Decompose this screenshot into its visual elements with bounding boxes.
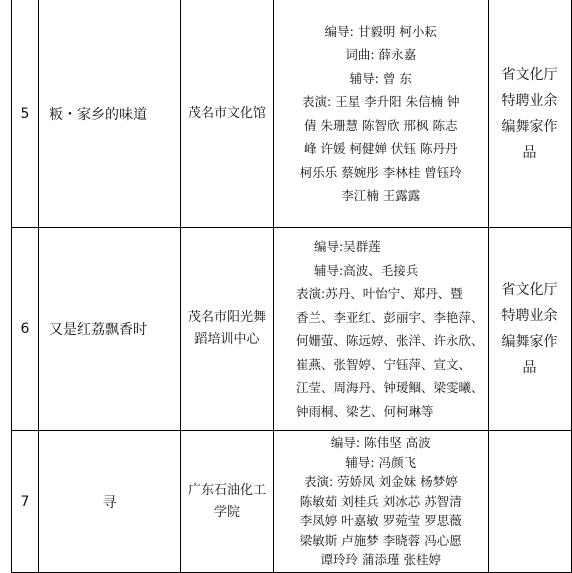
credit-line: 陈敏茹 刘桂兵 刘冰芯 苏智清 — [299, 493, 462, 509]
credit-line: 表演:苏丹、叶怡宁、郑丹、暨 — [296, 286, 463, 301]
credit-line: 编导: 陈伟坚 高波 — [330, 435, 431, 450]
unit-line: 茂名市阳光舞 — [187, 310, 266, 325]
performing-unit — [181, 431, 274, 573]
credit-line: 柯乐乐 蔡婉彤 李林桂 曾钰玲 — [299, 164, 462, 180]
performing-unit — [181, 0, 274, 228]
credit-line: 词曲: 薛永嘉 — [345, 47, 417, 62]
table-row — [12, 0, 572, 228]
row-number: 7 — [12, 431, 39, 573]
unit-line: 广东石油化工 — [187, 482, 266, 498]
table-row — [12, 228, 572, 431]
unit-line: 蹈培训中心 — [194, 332, 260, 347]
program-title: 寻 — [39, 431, 181, 573]
remark-line: 品 — [522, 360, 537, 376]
credit-line: 表演: 王星 李升阳 朱信楠 钟 — [301, 94, 460, 109]
remark-line: 特聘业余 — [501, 92, 558, 109]
unit-line: 茂名市文化馆 — [187, 105, 266, 121]
credit-line: 钟雨桐、梁艺、何柯琳等 — [296, 403, 434, 419]
credit-line: 倩 朱珊慧 陈智欣 邢枫 陈志 — [304, 117, 458, 133]
remark-line: 特聘业余 — [501, 308, 558, 324]
row-number: 5 — [12, 0, 39, 228]
remark-cell — [488, 0, 571, 228]
credit-line: 编导:吴群莲 — [314, 239, 381, 254]
credit-line: 峰 许媛 柯健婵 伏钰 陈丹丹 — [304, 141, 458, 156]
credit-line: 香兰、李亚红、彭丽宇、李艳萍、 — [296, 309, 484, 325]
remark-line: 省文化厅 — [501, 282, 558, 298]
remark-line: 编舞家作 — [501, 334, 558, 350]
credits-cell — [274, 228, 489, 431]
credits-cell — [274, 0, 489, 228]
remark-line: 品 — [522, 144, 537, 161]
credit-line: 梁敏斯 卢施梦 李晓蓉 冯心愿 — [299, 532, 462, 548]
remark-line: 省文化厅 — [501, 66, 558, 83]
table-row — [12, 431, 572, 573]
credit-line: 江莹、周海丹、钟瑷鲴、梁雯曦、 — [296, 380, 484, 395]
credit-line: 谭玲玲 蒲添瑾 张桂婷 — [320, 552, 441, 567]
credit-line: 崔燕、张智婷、宁钰萍、宣文、 — [296, 356, 472, 372]
program-title: 粄・家乡的味道 — [39, 0, 181, 228]
credit-line: 辅导: 曾 东 — [349, 70, 412, 86]
performing-unit — [181, 228, 274, 431]
credit-line: 何姗萤、陈远婷、张洋、许永欣、 — [296, 333, 484, 348]
credits-cell — [274, 431, 489, 573]
row-number: 6 — [12, 228, 39, 431]
credit-line: 表演: 劳娇凤 刘金妹 杨梦婷 — [303, 474, 458, 489]
credit-line: 辅导: 冯颜飞 — [345, 454, 417, 470]
credit-line: 李江楠 王露露 — [341, 188, 421, 203]
remark-line: 编舞家作 — [501, 118, 558, 135]
remark-cell — [488, 228, 571, 431]
credit-line: 辅导:高波、毛接兵 — [314, 262, 419, 278]
program-table — [11, 0, 572, 573]
credit-line: 李凤婷 叶嘉敏 罗菀莹 罗思薇 — [299, 513, 462, 528]
program-title: 又是红荔飘香时 — [39, 228, 181, 431]
unit-line: 学院 — [213, 504, 240, 520]
remark-cell — [488, 431, 571, 573]
credit-line: 编导: 甘毅明 柯小耘 — [324, 23, 437, 39]
